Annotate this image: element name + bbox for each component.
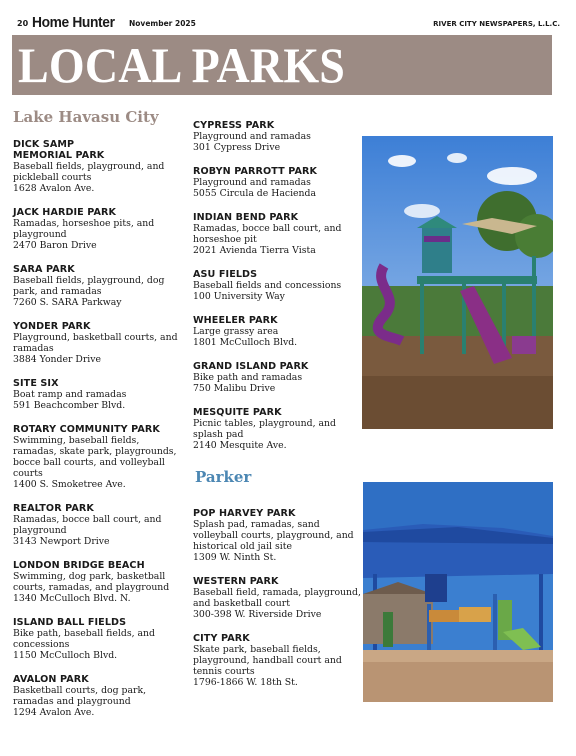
park-name: WHEELER PARK — [193, 315, 278, 326]
park-entry — [13, 207, 183, 251]
park-name: WESTERN PARK — [193, 576, 279, 587]
park-name: CITY PARK — [193, 633, 250, 644]
park-entry — [193, 269, 361, 302]
park-entry — [193, 633, 361, 688]
shade-playground-illustration — [363, 482, 553, 702]
park-address: 1400 S. Smoketree Ave. — [13, 479, 126, 490]
park-name: SITE SIX — [13, 378, 59, 389]
park-description: Playground and ramadas — [193, 177, 311, 188]
park-description: Large grassy area — [193, 326, 279, 337]
park-address: 591 Beachcomber Blvd. — [13, 400, 126, 411]
park-description: Picnic tables, playground, and splash pad — [193, 418, 336, 440]
playground-photo — [362, 136, 553, 429]
park-name: JACK HARDIE PARK — [13, 207, 117, 218]
park-description: Skate park, baseball fields, playground, handball court and tennis courts — [193, 644, 342, 677]
page-title: LOCAL PARKS — [18, 37, 346, 93]
park-address: 7260 S. SARA Parkway — [13, 297, 122, 308]
park-description: Boat ramp and ramadas — [13, 389, 127, 400]
title-banner — [12, 35, 552, 95]
park-entry — [13, 321, 183, 365]
park-address: 301 Cypress Drive — [193, 142, 281, 153]
park-description: Playground and ramadas — [193, 131, 311, 142]
park-description: Bike path, baseball fields, and concessions — [13, 628, 155, 650]
park-address: 1309 W. Ninth St. — [193, 552, 277, 563]
park-name: YONDER PARK — [13, 321, 91, 332]
park-entry — [13, 617, 183, 661]
park-name: CYPRESS PARK — [193, 120, 275, 131]
park-description: Baseball field, ramada, playground, and basketball court — [193, 587, 361, 609]
park-name: AVALON PARK — [13, 674, 89, 685]
park-list-column-3 — [193, 468, 361, 688]
park-entry — [13, 378, 183, 411]
park-address: 3143 Newport Drive — [13, 536, 110, 547]
park-description: Ramadas, bocce ball court, and playground — [13, 514, 162, 536]
park-description: Swimming, dog park, basketball courts, ramadas, and playground — [13, 571, 170, 593]
park-address: 1340 McCulloch Blvd. N. — [13, 593, 131, 604]
publication-name: Home Hunter — [32, 14, 115, 31]
park-entry — [193, 166, 361, 199]
park-description: Basketball courts, dog park, ramadas and playground — [13, 685, 147, 707]
park-name: SARA PARK — [13, 264, 75, 275]
park-entry — [193, 361, 361, 394]
shade-playground-photo — [363, 482, 553, 702]
issue-date: November 2025 — [129, 19, 196, 28]
page-number: 20 — [17, 19, 29, 28]
park-entry — [13, 674, 183, 718]
park-address: 1294 Avalon Ave. — [13, 707, 95, 718]
park-list-column-1 — [13, 109, 183, 718]
playground-illustration — [362, 136, 553, 429]
park-name: ROBYN PARROTT PARK — [193, 166, 317, 177]
park-entry — [13, 560, 183, 604]
park-address: 2021 Avienda Tierra Vista — [193, 245, 316, 256]
park-address: 3884 Yonder Drive — [13, 354, 102, 365]
park-description: Baseball fields, playground, and pickleball courts — [13, 161, 165, 183]
park-name: DICK SAMP MEMORIAL PARK — [13, 139, 105, 161]
park-name: ISLAND BALL FIELDS — [13, 617, 127, 628]
park-address: 2470 Baron Drive — [13, 240, 97, 251]
park-entry — [13, 139, 183, 194]
park-list-column-2 — [193, 120, 361, 451]
park-name: ASU FIELDS — [193, 269, 258, 280]
park-address: 2140 Mesquite Ave. — [193, 440, 287, 451]
park-entry — [193, 576, 361, 620]
park-name: INDIAN BEND PARK — [193, 212, 299, 223]
park-entry — [13, 503, 183, 547]
park-description: Ramadas, horseshoe pits, and playground — [13, 218, 155, 240]
park-entry — [193, 120, 361, 153]
park-address: 100 University Way — [193, 291, 285, 302]
park-name: POP HARVEY PARK — [193, 508, 296, 519]
park-address: 1796-1866 W. 18th St. — [193, 677, 298, 688]
park-address: 1801 McCulloch Blvd. — [193, 337, 298, 348]
park-name: REALTOR PARK — [13, 503, 94, 514]
park-entry — [193, 508, 361, 563]
park-description: Splash pad, ramadas, sand volleyball courts, playground, and historical old jail site — [193, 519, 354, 552]
page-header — [15, 14, 560, 34]
park-address: 750 Malibu Drive — [193, 383, 276, 394]
park-name: LONDON BRIDGE BEACH — [13, 560, 145, 571]
park-description: Playground, basketball courts, and ramadas — [13, 332, 178, 354]
park-address: 300-398 W. Riverside Drive — [193, 609, 322, 620]
park-entry — [13, 264, 183, 308]
park-name: GRAND ISLAND PARK — [193, 361, 309, 372]
park-description: Ramadas, bocce ball court, and horseshoe pit — [193, 223, 342, 245]
park-description: Swimming, baseball fields, ramadas, skate park, playgrounds, bocce ball courts, and volleyball courts — [13, 435, 177, 479]
park-entry — [193, 212, 361, 256]
park-address: 1628 Avalon Ave. — [13, 183, 95, 194]
park-address: 1150 McCulloch Blvd. — [13, 650, 118, 661]
park-description: Baseball fields, playground, dog park, and ramadas — [13, 275, 165, 297]
park-entry — [193, 407, 361, 451]
park-address: 5055 Circula de Hacienda — [193, 188, 317, 199]
park-entry — [193, 315, 361, 348]
park-entry — [13, 424, 183, 490]
section-heading-parker: Parker — [195, 468, 252, 486]
park-name: MESQUITE PARK — [193, 407, 282, 418]
park-description: Baseball fields and concessions — [193, 280, 342, 291]
publisher-name: RIVER CITY NEWSPAPERS, L.L.C. — [433, 20, 560, 28]
section-heading-lake-havasu: Lake Havasu City — [13, 108, 159, 126]
park-name: ROTARY COMMUNITY PARK — [13, 424, 160, 435]
park-description: Bike path and ramadas — [193, 372, 303, 383]
